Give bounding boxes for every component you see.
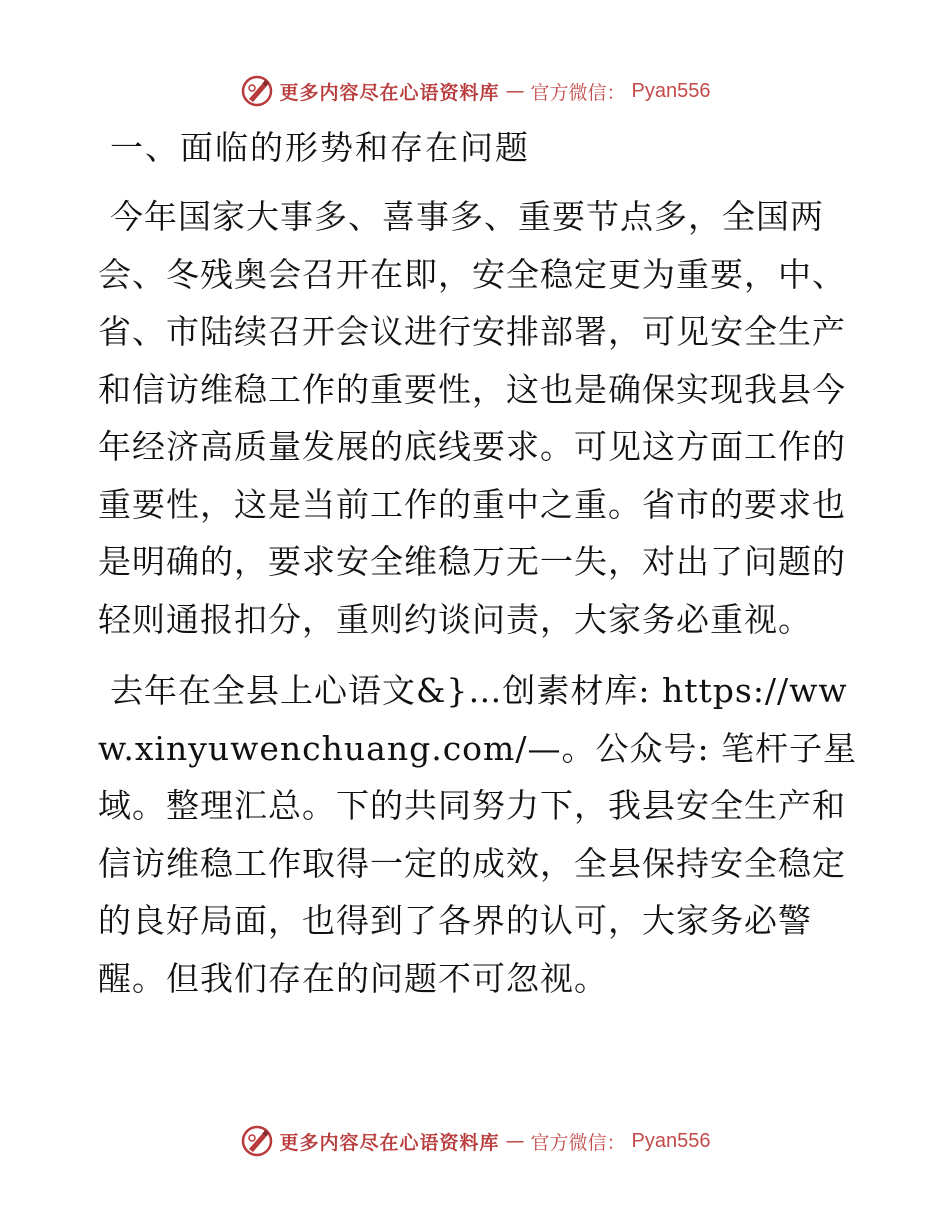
banner-wechat-label: 官方微信： <box>530 1131 626 1154</box>
banner-separator: — <box>505 80 525 102</box>
banner-brand-text: 更多内容尽在心语资料库 <box>279 81 500 104</box>
pen-circle-icon <box>240 1124 274 1158</box>
banner-wechat-label: 官方微信： <box>530 81 626 104</box>
banner-separator: — <box>505 1130 525 1152</box>
paragraph-2: 去年在全县上心语文&}…创素材库: https://www.xinyuwenchuang.com/—。公众号: 笔杆子星域。整理汇总。下的共同努力下，我县安全生产和信访维稳工作取得一定的成效，全县保持安全稳定的良好局面，也得到了各界的认可，大家务必警醒。但我们存在的问题不可忽视。 <box>98 671 858 998</box>
banner-wechat-handle: Pyan556 <box>631 79 711 102</box>
footer-watermark-banner <box>0 1121 950 1161</box>
banner-wechat-handle: Pyan556 <box>631 1129 711 1152</box>
paragraph-1: 今年国家大事多、喜事多、重要节点多，全国两会、冬残奥会召开在即，安全稳定更为重要，中、省、市陆续召开会议进行安排部署，可见安全生产和信访维稳工作的重要性，这也是确保实现我县今年经济高质量发展的底线要求。可见这方面工作的重要性，这是当前工作的重中之重。省市的要求也是明确的，要求安全维稳万无一失，对出了问题的轻则通报扣分，重则约谈问责，大家务必重视。 <box>98 197 846 639</box>
pen-circle-icon <box>240 74 274 108</box>
header-watermark-banner <box>0 71 950 111</box>
banner-brand-text: 更多内容尽在心语资料库 <box>279 1131 500 1154</box>
document-body <box>98 122 858 1021</box>
section-heading: 一、面临的形势和存在问题 <box>110 128 530 167</box>
